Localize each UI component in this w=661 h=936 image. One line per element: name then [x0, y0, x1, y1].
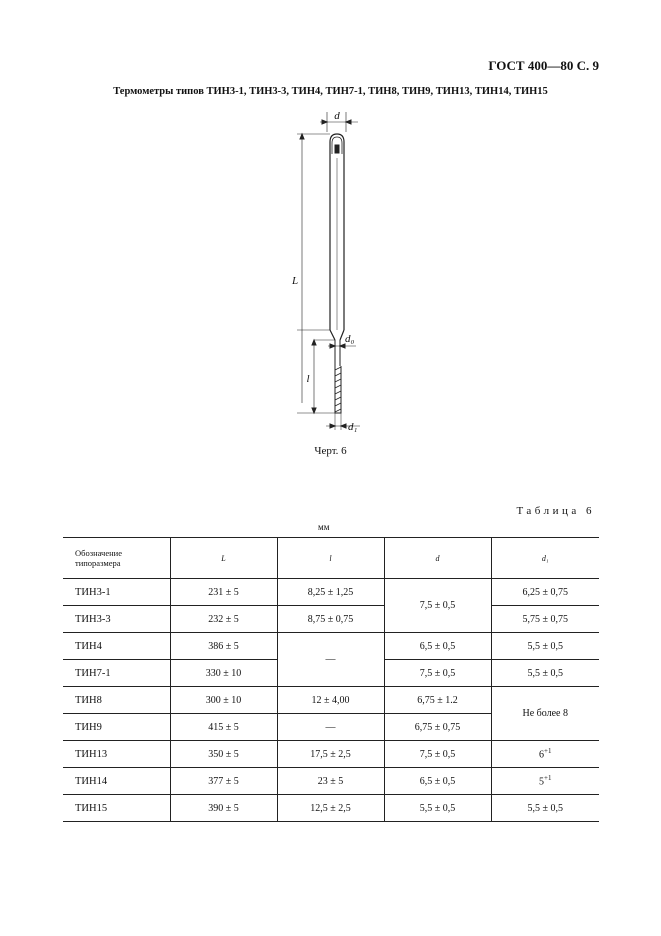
cell-L: 330 ± 10 — [170, 660, 277, 687]
cell-d1: 5,75 ± 0,75 — [491, 606, 599, 633]
table-row — [63, 687, 599, 714]
cell-name: ТИН9 — [63, 714, 170, 741]
cell-name: ТИН3-1 — [63, 579, 170, 606]
thermometer-drawing — [280, 108, 390, 438]
header-l: l — [277, 538, 384, 579]
cell-L: 350 ± 5 — [170, 741, 277, 768]
cell-d1: Не более 8 — [491, 687, 599, 741]
cell-d: 7,5 ± 0,5 — [384, 741, 491, 768]
table-row — [63, 606, 599, 633]
cell-name: ТИН7-1 — [63, 660, 170, 687]
cell-L: 232 ± 5 — [170, 606, 277, 633]
cell-L: 390 ± 5 — [170, 795, 277, 822]
label-L: L — [291, 275, 299, 287]
cell-d1 — [491, 768, 599, 795]
table-row — [63, 768, 599, 795]
table-row — [63, 633, 599, 660]
header-designation: Обозначение типоразмера — [63, 538, 170, 579]
cell-l: 17,5 ± 2,5 — [277, 741, 384, 768]
cell-d: 7,5 ± 0,5 — [384, 579, 491, 633]
cell-name: ТИН4 — [63, 633, 170, 660]
cell-L: 300 ± 10 — [170, 687, 277, 714]
cell-d1: 6,25 ± 0,75 — [491, 579, 599, 606]
cell-d1 — [491, 741, 599, 768]
units-label: мм — [318, 522, 330, 532]
label-l: l — [306, 373, 310, 385]
d1-base: 5 — [539, 776, 545, 788]
cell-d: 6,5 ± 0,5 — [384, 633, 491, 660]
cell-d: 7,5 ± 0,5 — [384, 660, 491, 687]
cell-d: 6,75 ± 1.2 — [384, 687, 491, 714]
cell-L: 415 ± 5 — [170, 714, 277, 741]
label-d0: d₀ — [345, 333, 355, 345]
page-reference: ГОСТ 400—80 С. 9 — [488, 58, 599, 73]
cell-d: 6,5 ± 0,5 — [384, 768, 491, 795]
d1-tolerance: +1 — [544, 747, 552, 756]
d1-base: 6 — [539, 749, 545, 761]
cell-d1: 5,5 ± 0,5 — [491, 795, 599, 822]
table-header-row — [63, 538, 599, 579]
document-title: Термометры типов ТИН3-1, ТИН3-3, ТИН4, ТИН7-1, ТИН8, ТИН9, ТИН13, ТИН14, ТИН15 — [113, 86, 548, 97]
cell-L: 231 ± 5 — [170, 579, 277, 606]
cell-l: 12 ± 4,00 — [277, 687, 384, 714]
cell-d1: 5,5 ± 0,5 — [491, 660, 599, 687]
cell-name: ТИН8 — [63, 687, 170, 714]
cell-l: — — [277, 714, 384, 741]
cell-L: 377 ± 5 — [170, 768, 277, 795]
table-row — [63, 579, 599, 606]
header-d1: d₁ — [491, 538, 599, 579]
header-d: d — [384, 538, 491, 579]
cell-d: 6,75 ± 0,75 — [384, 714, 491, 741]
cell-L: 386 ± 5 — [170, 633, 277, 660]
specs-table — [63, 537, 599, 822]
cell-name: ТИН14 — [63, 768, 170, 795]
label-d: d — [334, 110, 340, 122]
label-d1: d₁ — [348, 421, 358, 433]
cell-l: — — [277, 633, 384, 687]
table-row — [63, 741, 599, 768]
cell-name: ТИН13 — [63, 741, 170, 768]
cell-d1: 5,5 ± 0,5 — [491, 633, 599, 660]
cell-l: 12,5 ± 2,5 — [277, 795, 384, 822]
cell-name: ТИН15 — [63, 795, 170, 822]
figure-caption: Черт. 6 — [314, 445, 347, 457]
cell-l: 8,75 ± 0,75 — [277, 606, 384, 633]
cell-name: ТИН3-3 — [63, 606, 170, 633]
cell-l: 8,25 ± 1,25 — [277, 579, 384, 606]
cell-d: 5,5 ± 0,5 — [384, 795, 491, 822]
table-label: Таблица 6 — [516, 505, 595, 517]
cell-l: 23 ± 5 — [277, 768, 384, 795]
d1-tolerance: +1 — [544, 774, 552, 783]
header-L: L — [170, 538, 277, 579]
table-row — [63, 795, 599, 822]
